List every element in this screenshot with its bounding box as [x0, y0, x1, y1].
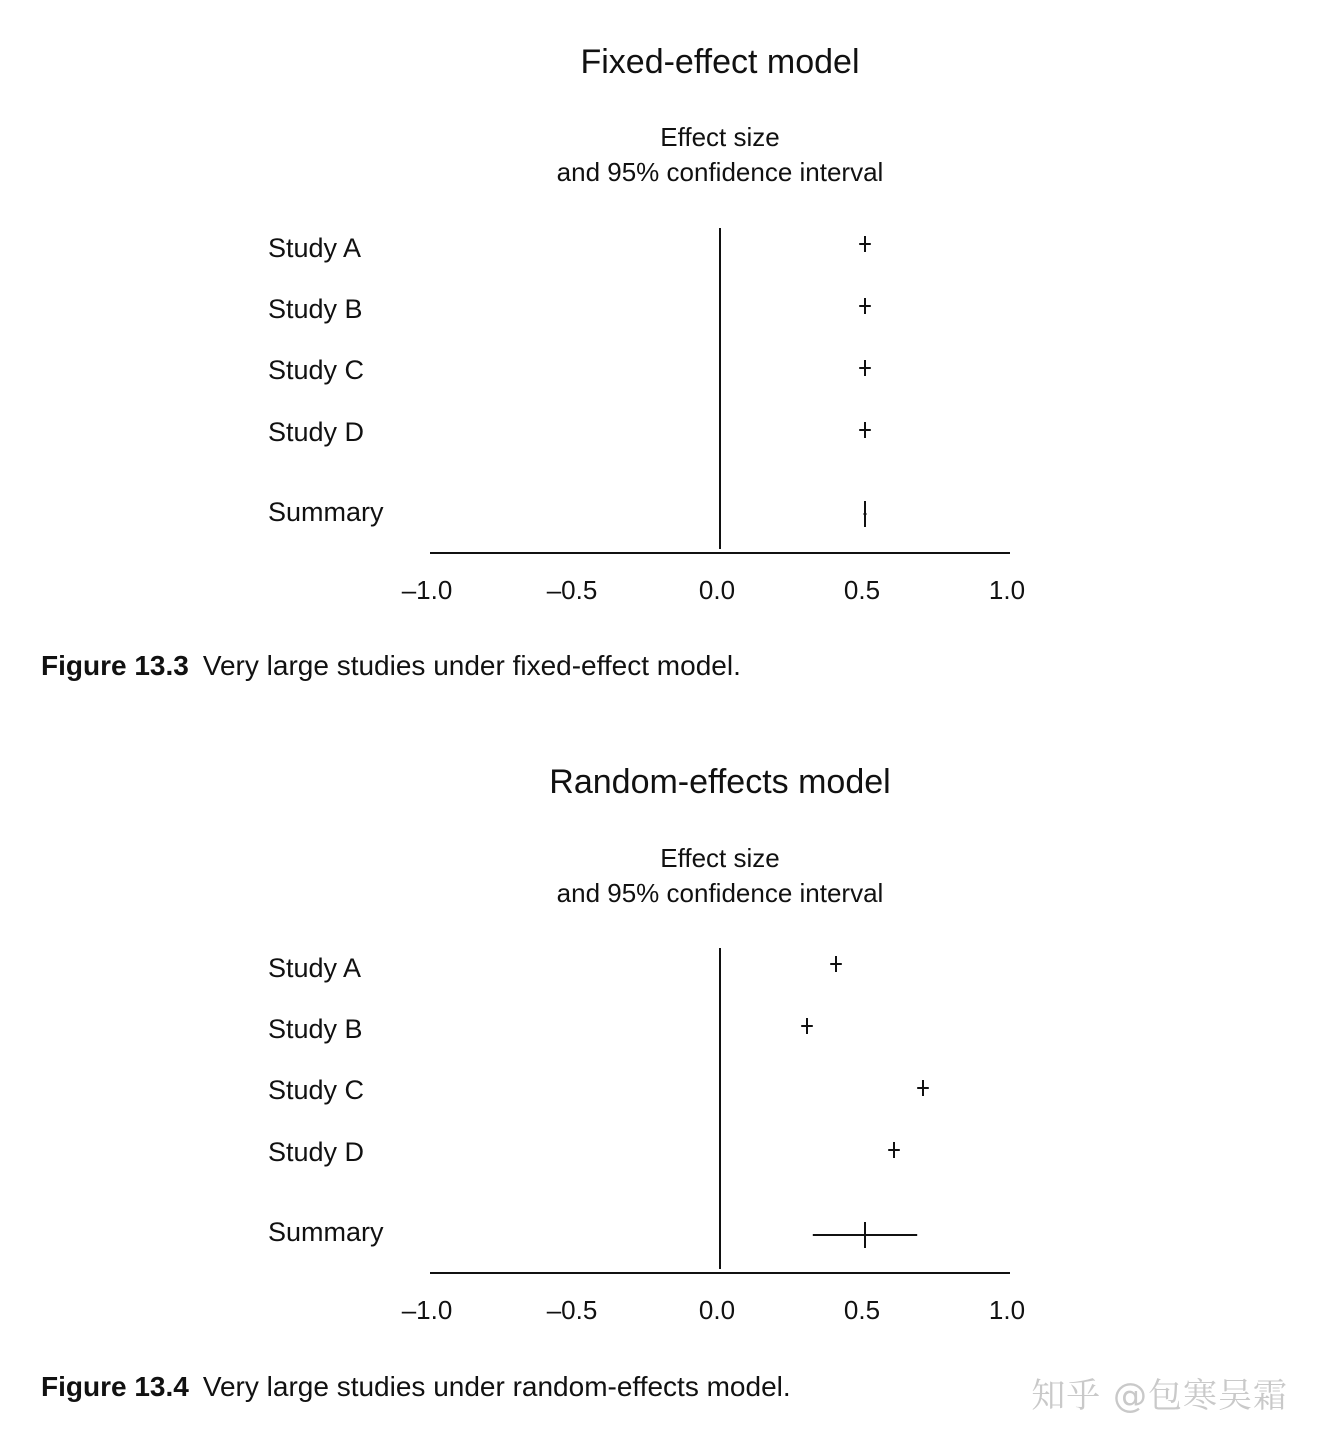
row-label: Study D	[268, 1137, 365, 1167]
chart-title: Fixed-effect model	[580, 43, 860, 81]
figure-caption-2	[41, 1371, 791, 1403]
chart-subtitle-line: Effect size	[660, 843, 780, 873]
chart-subtitle-line: and 95% confidence interval	[556, 157, 884, 187]
forest-plot-2	[268, 763, 1025, 1325]
x-tick-label: –0.5	[546, 1295, 598, 1325]
x-tick-label: 0.5	[843, 1295, 881, 1325]
row-label: Study B	[268, 294, 363, 324]
x-tick-label: –1.0	[401, 1295, 453, 1325]
watermark-text: 知乎 @包寒吴霜	[1031, 1376, 1288, 1416]
row-label: Summary	[268, 1217, 384, 1247]
figure-caption-1	[41, 650, 741, 682]
chart-subtitle-line: Effect size	[660, 122, 780, 152]
caption-text: Very large studies under random-effects model.	[202, 1371, 791, 1402]
row-label: Summary	[268, 497, 384, 527]
chart-title: Random-effects model	[549, 763, 891, 801]
caption-number: Figure 13.3	[41, 650, 189, 681]
row-label: Study D	[268, 417, 365, 447]
row-label: Study C	[268, 355, 365, 385]
caption-text: Very large studies under fixed-effect model.	[202, 650, 741, 681]
row-label: Study A	[268, 953, 362, 983]
x-tick-label: 0.0	[698, 1295, 736, 1325]
x-tick-label: 0.0	[698, 575, 736, 605]
x-tick-label: –0.5	[546, 575, 598, 605]
caption-number: Figure 13.4	[41, 1371, 189, 1402]
x-tick-label: 1.0	[988, 1295, 1026, 1325]
x-tick-label: 0.5	[843, 575, 881, 605]
row-label: Study A	[268, 233, 362, 263]
row-label: Study B	[268, 1014, 363, 1044]
row-label: Study C	[268, 1075, 365, 1105]
chart-subtitle-line: and 95% confidence interval	[556, 878, 884, 908]
x-tick-label: 1.0	[988, 575, 1026, 605]
x-tick-label: –1.0	[401, 575, 453, 605]
forest-plot-1	[268, 43, 1025, 605]
